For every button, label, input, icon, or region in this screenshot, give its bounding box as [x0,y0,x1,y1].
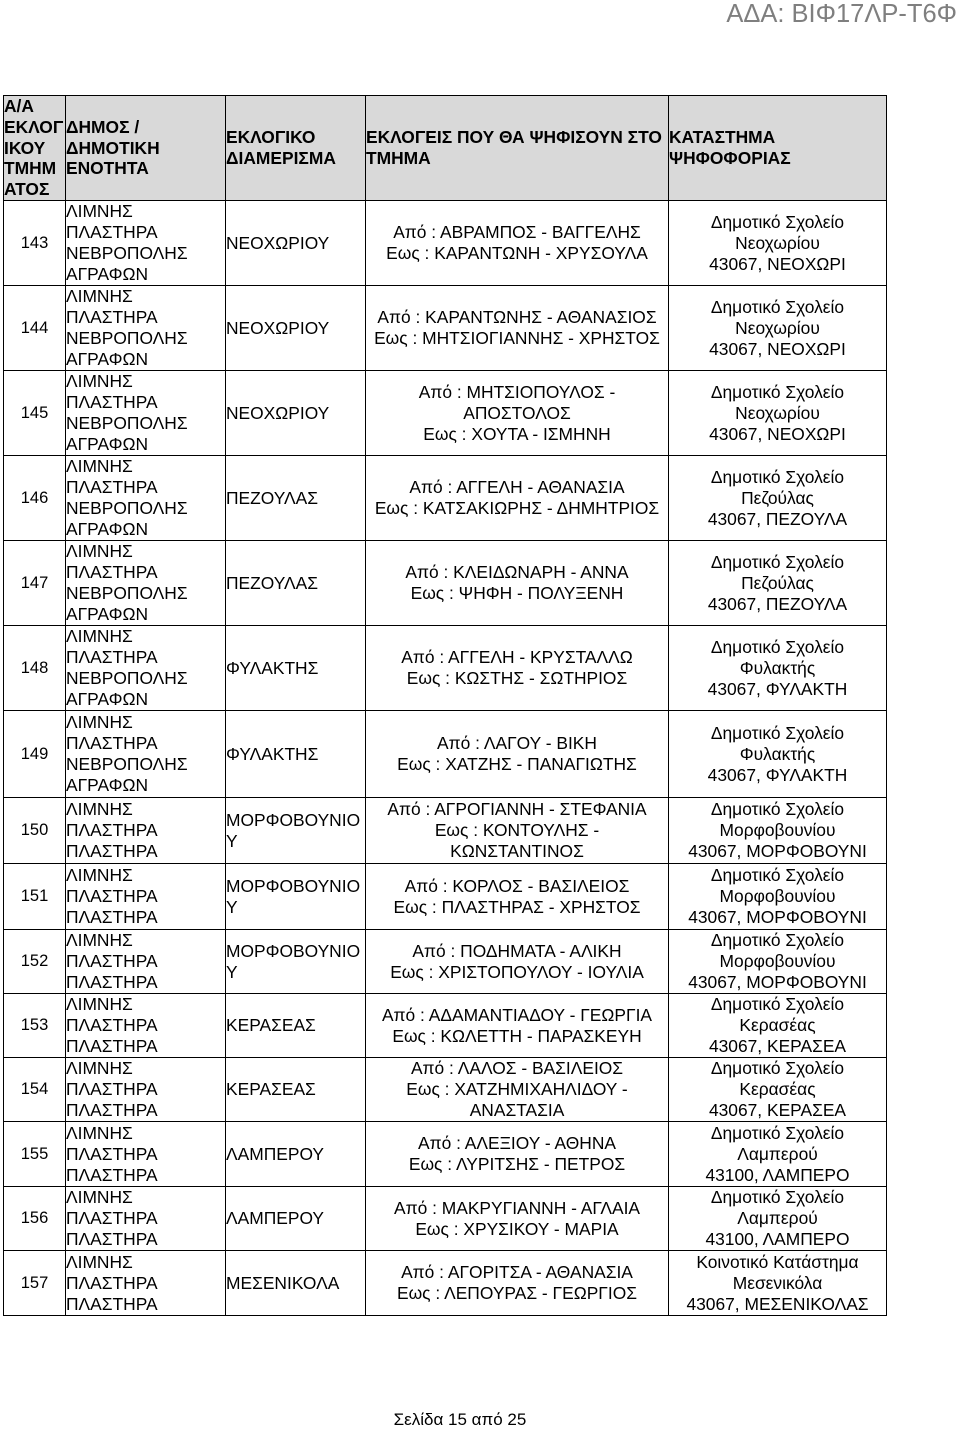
section-number: 157 [20,1273,49,1292]
polling-station-address: 43067, ΜΟΡΦΟΒΟΥΝΙ [688,972,867,992]
polling-station-address: 43067, ΦΥΛΑΚΤΗ [707,678,848,699]
voters-from: Από : ΑΓΟΡΙΤΣΑ - ΑΘΑΝΑΣΙΑ [401,1262,633,1282]
voters-cell [366,541,669,626]
voters-to: Εως : ΧΡΥΣΙΚΟΥ - ΜΑΡΙΑ [415,1218,619,1239]
voters-to: Εως : ΧΟΥΤΑ - ΙΣΜΗΝΗ [423,423,611,444]
section-number: 153 [20,1016,49,1034]
polling-station-place: Φυλακτής [739,657,816,678]
table-body [4,201,887,1316]
header-line: ΕΚΛΟΓΕΙΣ ΠΟΥ ΘΑ ΨΗΦΙΣΟΥΝ ΣΤΟ [366,127,662,148]
municipality-unit: ΛΙΜΝΗΣ ΠΛΑΣΤΗΡΑ ΝΕΒΡΟΠΟΛΗΣ ΑΓΡΑΦΩΝ [66,456,188,539]
polling-station-place: Νεοχωρίου [735,402,820,423]
municipality-cell [66,371,226,456]
district-cell [226,371,366,456]
electoral-district: ΠΕΖΟΥΛΑΣ [226,487,319,508]
header-line: ΤΜΗΜΑ [366,148,431,168]
voters-to: Εως : ΛΥΡΙΤΣΗΣ - ΠΕΤΡΟΣ [408,1154,626,1174]
polling-station-name: Δημοτικό Σχολείο [710,466,845,487]
voters-to: Εως : ΨΗΦΗ - ΠΟΛΥΞΕΝΗ [410,583,624,603]
electoral-district: ΜΟΡΦΟΒΟΥΝΙΟΥ [226,940,361,982]
municipality-unit: ΛΙΜΝΗΣ ΠΛΑΣΤΗΡΑ ΠΛΑΣΤΗΡΑ [66,1058,158,1120]
section-number-cell [4,1122,66,1187]
polling-station-place: Μορφοβουνίου [719,820,836,840]
polling-station-place: Μορφοβουνίου [719,951,836,971]
district-cell [226,1187,366,1251]
voters-cell [366,994,669,1058]
municipality-unit: ΛΙΜΝΗΣ ΠΛΑΣΤΗΡΑ ΠΛΑΣΤΗΡΑ [66,1187,158,1249]
polling-station-name: Δημοτικό Σχολείο [710,1187,845,1207]
table-row [4,1058,887,1122]
section-number-cell [4,371,66,456]
voters-from: Από : ΑΓΡΟΓΙΑΝΝΗ - ΣΤΕΦΑΝΙΑ [387,799,647,819]
header-section-number [4,96,66,201]
municipality-unit: ΛΙΜΝΗΣ ΠΛΑΣΤΗΡΑ ΝΕΒΡΟΠΟΛΗΣ ΑΓΡΑΦΩΝ [66,541,188,624]
header-line: ΑΤΟΣ [4,179,50,200]
section-number: 144 [20,318,49,337]
polling-station-cell [669,1058,887,1122]
voters-from: Από : ΑΓΓΕΛΗ - ΚΡΥΣΤΑΛΛΩ [401,647,633,667]
section-number-cell [4,930,66,994]
polling-station-name: Δημοτικό Σχολείο [710,799,845,819]
section-number-cell [4,711,66,798]
municipality-cell [66,798,226,864]
polling-station-cell [669,930,887,994]
section-number-cell [4,1251,66,1316]
electoral-district: ΝΕΟΧΩΡΙΟΥ [226,402,330,423]
header-line: ΚΑΤΑΣΤΗΜΑ [669,127,776,148]
municipality-cell [66,930,226,994]
table-row [4,371,887,456]
ada-code: ΑΔΑ: ΒΙΦ17ΛΡ-Τ6Φ [726,0,957,28]
voters-cell [366,798,669,864]
polling-station-name: Δημοτικό Σχολείο [710,994,845,1014]
polling-station-address: 43100, ΛΑΜΠΕΡΟ [705,1164,850,1185]
voters-to: Εως : ΜΗΤΣΙΟΓΙΑΝΝΗΣ - ΧΡΗΣΤΟΣ [374,328,660,348]
municipality-unit: ΛΙΜΝΗΣ ΠΛΑΣΤΗΡΑ ΝΕΒΡΟΠΟΛΗΣ ΑΓΡΑΦΩΝ [66,626,188,709]
municipality-unit: ΛΙΜΝΗΣ ΠΛΑΣΤΗΡΑ ΝΕΒΡΟΠΟΛΗΣ ΑΓΡΑΦΩΝ [66,201,188,284]
section-number-cell [4,1187,66,1251]
header-municipality [66,96,226,201]
table-row [4,1187,887,1251]
section-number: 143 [20,233,49,252]
district-cell [226,711,366,798]
municipality-cell [66,541,226,626]
municipality-cell [66,1251,226,1316]
district-cell [226,1058,366,1122]
polling-station-place: Πεζούλας [741,487,814,508]
table-row [4,994,887,1058]
electoral-district: ΚΕΡΑΣΕΑΣ [226,1079,316,1099]
municipality-unit: ΛΙΜΝΗΣ ΠΛΑΣΤΗΡΑ ΠΛΑΣΤΗΡΑ [66,994,158,1056]
section-number-cell [4,626,66,711]
polling-station-cell [669,541,887,626]
polling-station-cell [669,798,887,864]
header-line: ΤΜΗΜ [4,158,57,179]
polling-station-cell [669,1122,887,1187]
section-number: 147 [20,573,49,592]
polling-station-address: 43067, ΝΕΟΧΩΡΙ [709,423,846,444]
voters-from: Από : ΑΓΓΕΛΗ - ΑΘΑΝΑΣΙΑ [409,477,625,497]
header-electoral-district [226,96,366,201]
voters-cell [366,626,669,711]
header-line: ΕΝΟΤΗΤΑ [66,158,149,179]
polling-station-name: Δημοτικό Σχολείο [710,865,845,885]
polling-station-place: Κερασέας [739,1015,816,1035]
polling-station-address: 43067, ΠΕΖΟΥΛΑ [707,593,848,614]
electoral-district: ΝΕΟΧΩΡΙΟΥ [226,317,330,338]
section-number-cell [4,1058,66,1122]
voters-cell [366,456,669,541]
electoral-district: ΜΕΣΕΝΙΚΟΛΑ [226,1272,340,1293]
polling-station-cell [669,994,887,1058]
municipality-unit: ΛΙΜΝΗΣ ΠΛΑΣΤΗΡΑ ΠΛΑΣΤΗΡΑ [66,1122,158,1185]
electoral-district: ΚΕΡΑΣΕΑΣ [226,1015,316,1035]
polling-station-cell [669,1187,887,1251]
municipality-unit: ΛΙΜΝΗΣ ΠΛΑΣΤΗΡΑ ΝΕΒΡΟΠΟΛΗΣ ΑΓΡΑΦΩΝ [66,286,188,369]
municipality-cell [66,286,226,371]
header-line: ΙΚΟΥ [4,137,46,158]
section-number-cell [4,286,66,371]
table-row [4,711,887,798]
voters-cell [366,371,669,456]
table-row [4,456,887,541]
table-row [4,864,887,930]
polling-station-name: Δημοτικό Σχολείο [710,296,845,317]
table-row [4,626,887,711]
voters-to: Εως : ΧΑΤΖΗΜΙΧΑΗΛΙΔΟΥ - ΑΝΑΣΤΑΣΙΑ [406,1079,628,1120]
table-row [4,541,887,626]
table-row [4,1251,887,1316]
polling-station-place: Πεζούλας [741,572,814,593]
voters-cell [366,711,669,798]
table-row [4,798,887,864]
polling-station-address: 43067, ΜΟΡΦΟΒΟΥΝΙ [688,907,867,927]
polling-station-cell [669,711,887,798]
electoral-district: ΝΕΟΧΩΡΙΟΥ [226,232,330,253]
electoral-district: ΛΑΜΠΕΡΟΥ [226,1143,325,1164]
header-line: ΨΗΦΟΦΟΡΙΑΣ [669,148,791,168]
municipality-unit: ΛΙΜΝΗΣ ΠΛΑΣΤΗΡΑ ΝΕΒΡΟΠΟΛΗΣ ΑΓΡΑΦΩΝ [66,712,188,795]
voters-from: Από : ΚΛΕΙΔΩΝΑΡΗ - ΑΝΝΑ [405,562,629,582]
municipality-cell [66,1187,226,1251]
header-voters [366,96,669,201]
polling-station-cell [669,864,887,930]
section-number-cell [4,994,66,1058]
municipality-unit: ΛΙΜΝΗΣ ΠΛΑΣΤΗΡΑ ΠΛΑΣΤΗΡΑ [66,930,158,992]
polling-station-cell [669,626,887,711]
section-number: 154 [20,1080,49,1098]
voters-to: Εως : ΚΩΣΤΗΣ - ΣΩΤΗΡΙΟΣ [406,668,628,688]
voters-to: Εως : ΚΑΤΣΑΚΙΩΡΗΣ - ΔΗΜΗΤΡΙΟΣ [374,498,660,518]
municipality-cell [66,1122,226,1187]
municipality-cell [66,626,226,711]
district-cell [226,286,366,371]
municipality-cell [66,711,226,798]
voters-from: Από : ΛΑΓΟΥ - ΒΙΚΗ [437,733,597,753]
voters-from: Από : ΜΑΚΡΥΓΙΑΝΝΗ - ΑΓΛΑΙΑ [393,1197,641,1218]
polling-station-address: 43067, ΚΕΡΑΣΕΑ [708,1036,847,1056]
table-row [4,1122,887,1187]
polling-stations-table [3,95,887,1316]
polling-station-cell [669,371,887,456]
polling-station-name: Δημοτικό Σχολείο [710,1058,845,1078]
polling-station-place: Νεοχωρίου [735,232,820,253]
polling-station-address: 43067, ΝΕΟΧΩΡΙ [709,253,846,274]
polling-station-place: Λαμπερού [737,1208,818,1228]
electoral-district: ΛΑΜΠΕΡΟΥ [226,1208,325,1228]
polling-station-place: Νεοχωρίου [735,317,820,338]
table-header [4,96,887,201]
header-line: Α/Α [4,96,34,116]
electoral-district: ΦΥΛΑΚΤΗΣ [226,657,319,678]
polling-station-place: Μορφοβουνίου [719,886,836,906]
polling-station-name: Δημοτικό Σχολείο [710,211,845,232]
polling-station-address: 43100, ΛΑΜΠΕΡΟ [705,1229,850,1249]
municipality-unit: ΛΙΜΝΗΣ ΠΛΑΣΤΗΡΑ ΠΛΑΣΤΗΡΑ [66,1251,158,1314]
section-number-cell [4,864,66,930]
voters-cell [366,864,669,930]
municipality-cell [66,994,226,1058]
page-number: Σελίδα 15 από 25 [393,1410,527,1429]
municipality-cell [66,456,226,541]
polling-station-address: 43067, ΝΕΟΧΩΡΙ [709,338,846,359]
district-cell [226,930,366,994]
polling-station-place: Λαμπερού [737,1143,818,1164]
polling-station-name: Δημοτικό Σχολείο [710,930,845,950]
polling-station-name: Δημοτικό Σχολείο [710,636,845,657]
district-cell [226,201,366,286]
voters-cell [366,1251,669,1316]
section-number: 151 [20,887,49,905]
voters-from: Από : ΛΑΛΟΣ - ΒΑΣΙΛΕΙΟΣ [410,1058,624,1078]
polling-station-address: 43067, ΠΕΖΟΥΛΑ [707,508,848,529]
polling-station-cell [669,456,887,541]
district-cell [226,864,366,930]
voters-cell [366,286,669,371]
municipality-unit: ΛΙΜΝΗΣ ΠΛΑΣΤΗΡΑ ΝΕΒΡΟΠΟΛΗΣ ΑΓΡΑΦΩΝ [66,371,188,454]
voters-cell [366,1122,669,1187]
table-row [4,930,887,994]
district-cell [226,456,366,541]
electoral-district: ΜΟΡΦΟΒΟΥΝΙΟΥ [226,875,361,917]
district-cell [226,626,366,711]
section-number: 148 [20,658,49,677]
section-number-cell [4,541,66,626]
section-number: 156 [20,1209,49,1227]
section-number: 152 [20,952,49,970]
electoral-district: ΜΟΡΦΟΒΟΥΝΙΟΥ [226,809,361,851]
voters-from: Από : ΚΟΡΛΟΣ - ΒΑΣΙΛΕΙΟΣ [404,875,630,896]
section-number: 149 [20,744,49,763]
district-cell [226,541,366,626]
header-line: ΔΗΜΟΣ / [66,116,140,137]
polling-station-address: 43067, ΜΟΡΦΟΒΟΥΝΙ [688,841,867,861]
voters-from: Από : ΑΔΑΜΑΝΤΙΑΔΟΥ - ΓΕΩΡΓΙΑ [381,1004,653,1025]
polling-station-place: Κερασέας [739,1079,816,1099]
section-number-cell [4,456,66,541]
polling-station-address: 43067, ΜΕΣΕΝΙΚΟΛΑΣ [686,1293,869,1314]
district-cell [226,1251,366,1316]
voters-to: Εως : ΧΑΤΖΗΣ - ΠΑΝΑΓΙΩΤΗΣ [397,754,637,774]
voters-from: Από : ΜΗΤΣΙΟΠΟΥΛΟΣ - ΑΠΟΣΤΟΛΟΣ [418,381,616,423]
municipality-cell [66,1058,226,1122]
voters-to: Εως : ΠΛΑΣΤΗΡΑΣ - ΧΡΗΣΤΟΣ [393,896,641,917]
section-number: 150 [20,821,49,839]
district-cell [226,1122,366,1187]
table-row [4,286,887,371]
voters-cell [366,1058,669,1122]
voters-cell [366,1187,669,1251]
section-number-cell [4,798,66,864]
municipality-unit: ΛΙΜΝΗΣ ΠΛΑΣΤΗΡΑ ΠΛΑΣΤΗΡΑ [66,865,158,927]
voters-to: Εως : ΛΕΠΟΥΡΑΣ - ΓΕΩΡΓΙΟΣ [396,1283,637,1303]
electoral-district: ΦΥΛΑΚΤΗΣ [226,743,319,764]
header-polling-station [669,96,887,201]
voters-from: Από : ΑΛΕΞΙΟΥ - ΑΘΗΝΑ [418,1133,616,1153]
header-line: ΔΙΑΜΕΡΙΣΜΑ [226,148,336,168]
polling-station-cell [669,201,887,286]
header-line: ΕΚΛΟΓΙΚΟ [226,127,316,148]
polling-station-name: Δημοτικό Σχολείο [710,722,845,743]
district-cell [226,994,366,1058]
polling-station-name: Δημοτικό Σχολείο [710,551,845,572]
section-number: 145 [20,403,49,422]
voters-to: Εως : ΚΑΡΑΝΤΩΝΗ - ΧΡΥΣΟΥΛΑ [386,243,648,263]
table-row [4,201,887,286]
polling-station-cell [669,286,887,371]
district-cell [226,798,366,864]
table-header-row [4,96,887,201]
voters-from: Από : ΚΑΡΑΝΤΩΝΗΣ - ΑΘΑΝΑΣΙΟΣ [377,307,657,327]
section-number-cell [4,201,66,286]
voters-cell [366,201,669,286]
polling-station-address: 43067, ΦΥΛΑΚΤΗ [707,764,848,785]
polling-station-address: 43067, ΚΕΡΑΣΕΑ [708,1100,847,1120]
polling-station-name: Κοινοτικό Κατάστημα [696,1251,859,1272]
municipality-cell [66,864,226,930]
voters-to: Εως : ΧΡΙΣΤΟΠΟΥΛΟΥ - ΙΟΥΛΙΑ [390,961,644,982]
voters-to: Εως : ΚΟΝΤΟΥΛΗΣ - ΚΩΝΣΤΑΝΤΙΝΟΣ [434,820,600,861]
section-number: 146 [20,488,49,507]
polling-station-name: Δημοτικό Σχολείο [710,381,845,402]
polling-station-place: Φυλακτής [739,743,816,764]
polling-station-cell [669,1251,887,1316]
header-line: ΔΗΜΟΤΙΚΗ [66,137,160,158]
header-line: ΕΚΛΟΓ [4,116,64,137]
municipality-cell [66,201,226,286]
voters-from: Από : ΠΟΔΗΜΑΤΑ - ΑΛΙΚΗ [412,940,622,961]
voters-cell [366,930,669,994]
polling-station-place: Μεσενικόλα [732,1272,823,1293]
section-number: 155 [20,1144,49,1163]
polling-station-name: Δημοτικό Σχολείο [710,1122,845,1143]
electoral-district: ΠΕΖΟΥΛΑΣ [226,572,319,593]
voters-from: Από : ΑΒΡΑΜΠΟΣ - ΒΑΓΓΕΛΗΣ [393,222,641,242]
municipality-unit: ΛΙΜΝΗΣ ΠΛΑΣΤΗΡΑ ΠΛΑΣΤΗΡΑ [66,799,158,861]
voters-to: Εως : ΚΩΛΕΤΤΗ - ΠΑΡΑΣΚΕΥΗ [392,1025,642,1046]
